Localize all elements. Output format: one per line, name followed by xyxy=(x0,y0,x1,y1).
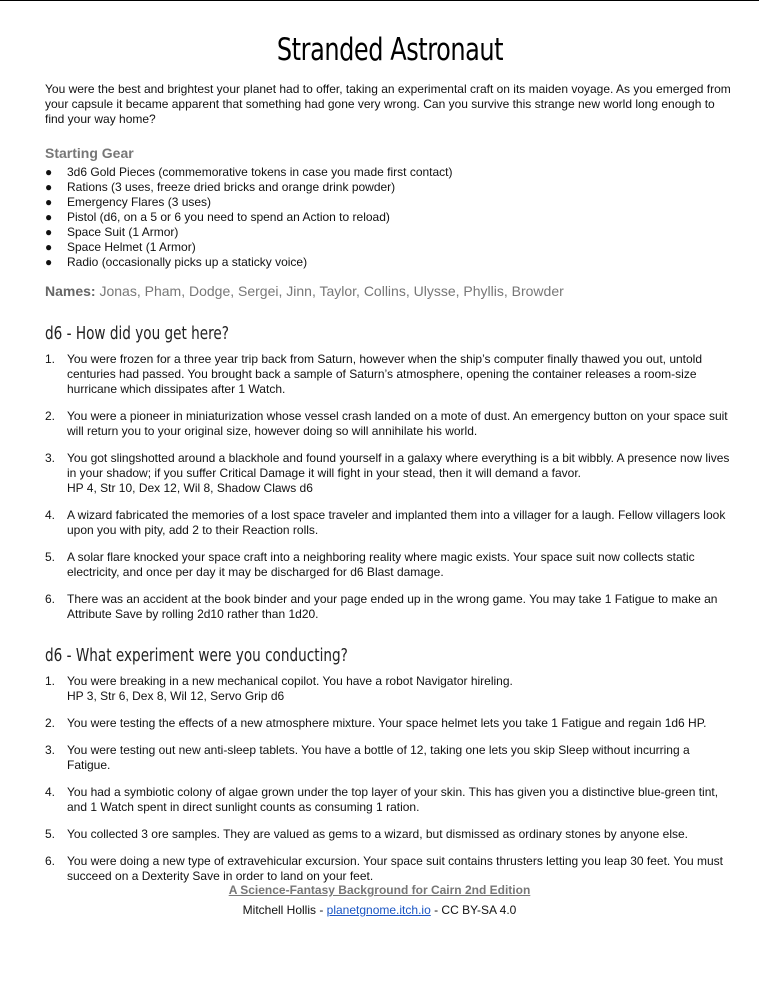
gear-item xyxy=(45,195,735,210)
gear-item xyxy=(45,225,735,240)
table-entry xyxy=(45,550,735,580)
names-label: Names: xyxy=(45,283,96,299)
gear-item xyxy=(45,165,735,180)
bullet-icon: ● xyxy=(45,255,53,269)
intro-paragraph: You were the best and brightest your planet had to offer, taking an experimental craft on its maiden voyage. As you emerged from your capsule it became apparent that something had gone very wrong. Can you survive this strange new world long enough to find your way home? xyxy=(45,82,731,126)
gear-item-text: 3d6 Gold Pieces (commemorative tokens in case you made first contact) xyxy=(67,165,453,179)
table-entry xyxy=(45,352,735,397)
entry-number: 2. xyxy=(45,716,56,730)
gear-item xyxy=(45,240,735,255)
gear-item-text: Rations (3 uses, freeze dried bricks and orange drink powder) xyxy=(67,180,396,194)
entry-text: You were testing the effects of a new atmosphere mixture. Your space helmet lets you take 1 Fatigue and regain 1d6 HP. xyxy=(67,716,707,730)
page-title: Stranded Astronaut xyxy=(276,32,504,68)
gear-item xyxy=(45,255,735,270)
table-entry xyxy=(45,508,735,538)
entry-text: You were frozen for a three year trip back from Saturn, however when the ship’s computer finally thawed you out, untold centuries had passed. You brought back a sample of Saturn’s atmosphere, opening the container releases a room-size hurricane which dissipates after 1 Watch. xyxy=(67,352,703,396)
bullet-icon: ● xyxy=(45,180,53,194)
footer xyxy=(0,880,759,920)
entry-number: 4. xyxy=(45,785,56,799)
table-entry xyxy=(45,674,735,704)
footer-subtitle: A Science-Fantasy Background for Cairn 2nd Edition xyxy=(228,883,531,897)
entry-statblock: HP 4, Str 10, Dex 12, Wil 8, Shadow Claws d6 xyxy=(67,481,313,495)
table-entry xyxy=(45,409,735,439)
starting-gear-heading: Starting Gear xyxy=(45,145,134,161)
gear-item-text: Radio (occasionally picks up a staticky voice) xyxy=(67,255,308,269)
gear-item-text: Pistol (d6, on a 5 or 6 you need to spend an Action to reload) xyxy=(67,210,390,224)
bullet-icon: ● xyxy=(45,165,53,179)
bullet-icon: ● xyxy=(45,240,53,254)
top-border xyxy=(0,0,759,1)
bullet-icon: ● xyxy=(45,225,53,239)
gear-item-text: Space Helmet (1 Armor) xyxy=(67,240,196,254)
entry-text: You were a pioneer in miniaturization whose vessel crash landed on a mote of dust. An emergency button on your space suit will return you to your original size, however doing so will annihilate his world. xyxy=(67,409,728,438)
footer-author: Mitchell Hollis - xyxy=(242,903,327,917)
entry-number: 1. xyxy=(45,352,56,366)
entry-text: You had a symbiotic colony of algae grown under the top layer of your skin. This has given you a distinctive blue-green tint, and 1 Watch spent in direct sunlight counts as consuming 1 ration. xyxy=(67,785,719,814)
entry-text: You were breaking in a new mechanical copilot. You have a robot Navigator hireling. xyxy=(67,674,513,688)
table-entry xyxy=(45,451,735,496)
entry-text: You were testing out new anti-sleep tablets. You have a bottle of 12, taking one lets you skip Sleep without incurring a Fatigue. xyxy=(67,743,690,772)
entry-text: You got slingshotted around a blackhole and found yourself in a galaxy where everything is a bit wibbly. A presence now lives in your shadow; if you suffer Critical Damage it will fight in your stead, then it will demand a favor. xyxy=(67,451,730,480)
table-entry xyxy=(45,827,735,842)
document-page xyxy=(45,28,735,896)
footer-license: - CC BY-SA 4.0 xyxy=(430,903,517,917)
table-entry xyxy=(45,743,735,773)
entry-number: 5. xyxy=(45,827,56,841)
section-heading-experiment: d6 - What experiment were you conducting? xyxy=(45,645,348,666)
entry-number: 4. xyxy=(45,508,56,522)
entry-number: 3. xyxy=(45,451,56,465)
gear-item-text: Space Suit (1 Armor) xyxy=(67,225,179,239)
bullet-icon: ● xyxy=(45,195,53,209)
bullet-icon: ● xyxy=(45,210,53,224)
table-entry xyxy=(45,592,735,622)
starting-gear-list xyxy=(45,165,735,270)
table-entry xyxy=(45,716,735,731)
entry-number: 5. xyxy=(45,550,56,564)
entry-text: You were doing a new type of extravehicular excursion. Your space suit contains thrusters letting you leap 30 feet. You must succeed on a Dexterity Save in order to land on your feet. xyxy=(67,854,723,883)
section-heading-how-did-you-get-here: d6 - How did you get here? xyxy=(45,323,230,344)
gear-item-text: Emergency Flares (3 uses) xyxy=(67,195,212,209)
entry-number: 6. xyxy=(45,592,56,606)
names-line xyxy=(45,282,735,300)
entry-text: You collected 3 ore samples. They are valued as gems to a wizard, but dismissed as ordinary stones by anyone else. xyxy=(67,827,689,841)
entry-text: There was an accident at the book binder and your page ended up in the wrong game. You may take 1 Fatigue to make an Attribute Save by rolling 2d10 rather than 1d20. xyxy=(67,592,718,621)
names-list: Jonas, Pham, Dodge, Sergei, Jinn, Taylor, Collins, Ulysse, Phyllis, Browder xyxy=(99,283,564,299)
entry-number: 6. xyxy=(45,854,56,868)
entry-text: A wizard fabricated the memories of a lost space traveler and implanted them into a villager for a laugh. Fellow villagers look upon you with pity, add 2 to their Reaction rolls. xyxy=(67,508,726,537)
experiment-table xyxy=(45,674,735,884)
origin-table xyxy=(45,352,735,622)
entry-statblock: HP 3, Str 6, Dex 8, Wil 12, Servo Grip d6 xyxy=(67,689,285,703)
entry-number: 3. xyxy=(45,743,56,757)
entry-number: 1. xyxy=(45,674,56,688)
entry-text: A solar flare knocked your space craft into a neighboring reality where magic exists. Your space suit now collects static electricity, and once per day it may be discharged for d6 Blast damage. xyxy=(67,550,695,579)
gear-item xyxy=(45,180,735,195)
footer-link[interactable]: planetgnome.itch.io xyxy=(326,903,431,917)
table-entry xyxy=(45,785,735,815)
gear-item xyxy=(45,210,735,225)
footer-credit xyxy=(0,900,759,920)
entry-number: 2. xyxy=(45,409,56,423)
